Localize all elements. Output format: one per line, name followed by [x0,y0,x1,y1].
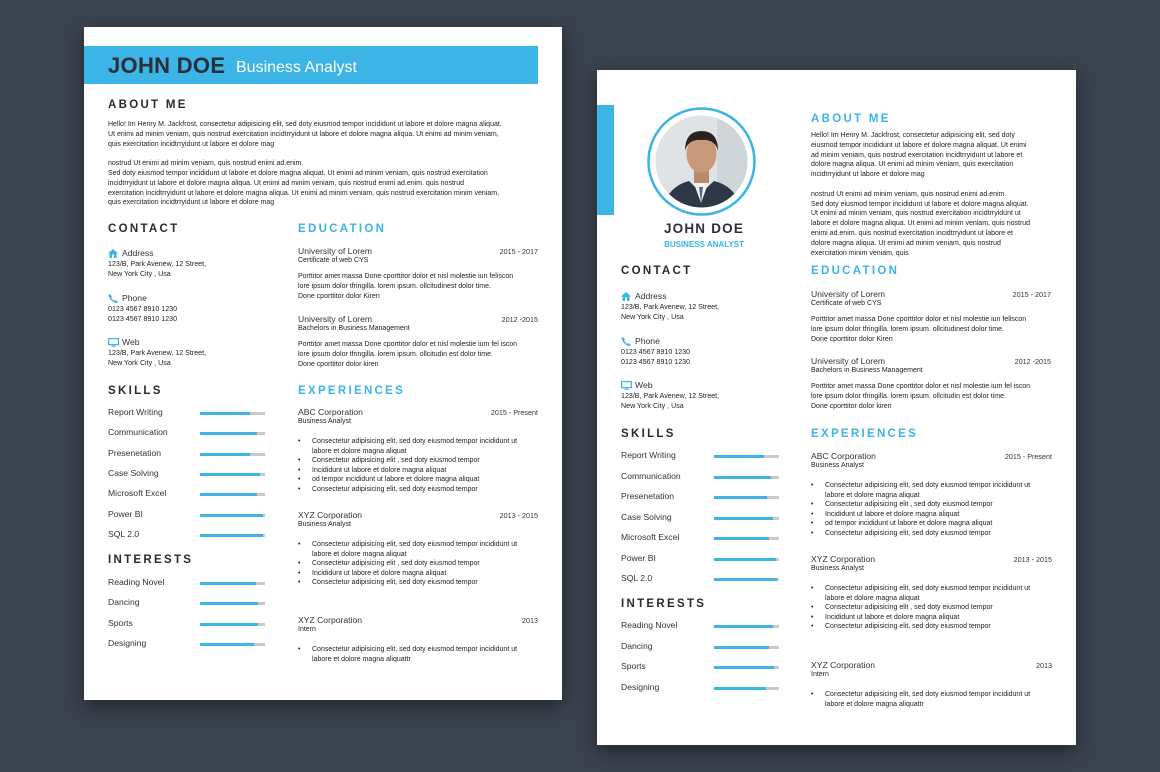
skill-level-fill [714,687,766,690]
skill-row [108,597,265,611]
skill-level-bar [200,643,265,646]
contact-web: Web 123/B, Park Avenew, 12 Street, New York City , Usa [621,380,720,410]
skill-level-bar [714,537,779,540]
skill-level-fill [200,643,254,646]
skill-level-fill [714,625,773,628]
skill-level-fill [200,602,258,605]
job-title: BUSINESS ANALYST [664,240,744,249]
skill-label: Reading Novel [621,620,678,630]
skill-row [108,468,265,482]
about-heading: ABOUT ME [811,113,891,125]
skill-row [108,577,265,591]
profile-photo [647,107,756,216]
skill-row [621,491,779,505]
skill-level-bar [200,473,265,476]
interests-heading: INTERESTS [108,554,194,566]
skill-level-fill [714,455,764,458]
interests-heading: INTERESTS [621,598,707,610]
skill-level-bar [714,496,779,499]
skill-level-fill [200,493,257,496]
skills-heading: SKILLS [108,385,163,397]
skill-level-fill [200,514,263,517]
education-heading: EDUCATION [811,265,900,277]
skill-level-bar [714,646,779,649]
experiences-heading: EXPERIENCES [298,385,406,397]
monitor-icon [621,381,631,390]
skill-label: Designing [108,637,147,648]
skill-level-fill [200,473,260,476]
skill-level-bar [200,582,265,585]
skill-level-fill [714,496,767,499]
skill-label: Presenetation [108,447,162,458]
skill-label: Case Solving [621,511,672,522]
skill-level-bar [714,666,779,669]
skill-row [621,641,779,655]
skill-level-fill [200,412,250,415]
skill-row [621,471,779,485]
skill-row [621,450,779,464]
contact-phone: Phone 0123 4567 8910 1230 0123 4567 8910 1230 [621,336,691,366]
skill-level-bar [714,687,779,690]
skill-label: Case Solving [108,467,159,478]
about-text: Hello! Im Henry M. Jackfrost, consectetur adipisicing elit, sed doty eiusmod tempor incididunt ut labore et dolore magna aliquat. Ut enimi ad minim veniam, quis nostrud exercitation incidtrryidunt ut labore et dolore magna aliqua. Ut enimi ad minim veniam, quis exercitation incidtrryidunt ut labore et dolore mag nostrud Ut enimi ad minim veniam, quis nostrud enimi ad.enim. Sed doty eiusmod tempor incididunt ut labore et dolore magna aliquat. Ut enimi ad minim veniam, quis nostrud exercitation incidtrryidunt ut labore et dolore magna aliqua. Ut enimi ad minim veniam, quis nostrud enimi ad.enim. quis nostrud exercitation incidtrryidunt ut labore et dolore magna aliqua. Ut enimi ad minim veniam, quis nostrud exercitation minim veniam, quis exercitation incidtrryidunt ut labore et dolore mag [108,121,502,207]
skill-level-fill [200,623,258,626]
skill-label: Dancing [108,597,140,608]
skill-level-bar [714,625,779,628]
home-icon [621,292,631,301]
skill-level-fill [714,558,776,561]
skill-label: Communication [108,427,168,438]
skill-level-bar [200,453,265,456]
about-text: Hello! Im Henry M. Jackfrost, consectetur adipisicing elit, sed doty eiusmod tempor incididunt ut labore et dolore magna aliquat. Ut enimi ad minim veniam, quis nostrud exercitation incidtrryidunt ut labore et dolore magna aliqua. Ut enimi ad minim veniam, quis exercitation incidtrryidunt ut labore et dolore mag nostrud Ut enimi ad minim veniam, quis nostrud enimi ad.enim. Sed doty eiusmod tempor incididunt ut labore et dolore magna aliquat. Ut enimi ad minim veniam, quis nostrud exercitation incidtrryidunt ut labore et dolore magna aliqua. Ut enimi ad minim veniam, quis nostrud enimi ad.enim. quis nostrud exercitation incidtrryidunt ut labore et dolore magna aliqua. Ut enimi ad minim veniam, quis nostrud exercitation minim veniam, quis [811,132,1031,257]
monitor-icon [108,338,118,347]
skill-level-fill [714,537,769,540]
skill-row [108,618,265,632]
skill-level-bar [200,534,265,537]
skill-row [108,488,265,502]
contact-address: Address 123/B, Park Avenew, 12 Street, New York City , Usa [108,248,207,278]
skill-row [621,682,779,696]
skill-row [621,620,779,634]
skill-level-bar [200,412,265,415]
skill-row [108,529,265,543]
contact-heading: CONTACT [108,223,180,235]
accent-bar [597,105,614,215]
skill-level-bar [714,455,779,458]
skill-level-fill [200,534,263,537]
skill-label: SQL 2.0 [108,528,140,539]
skill-label: Report Writing [621,450,676,460]
skill-level-fill [200,432,257,435]
skill-level-bar [200,623,265,626]
skill-level-fill [200,582,256,585]
skill-level-bar [200,602,265,605]
skills-heading: SKILLS [621,428,676,440]
about-heading: ABOUT ME [108,99,188,111]
skill-label: Microsoft Excel [621,532,680,542]
phone-icon [621,337,631,346]
skill-row [621,512,779,526]
contact-phone: Phone 0123 4567 8910 1230 0123 4567 8910 1230 [108,293,178,323]
skill-level-fill [714,646,769,649]
skill-label: Reading Novel [108,577,165,587]
education-heading: EDUCATION [298,223,387,235]
skill-row [108,638,265,652]
skill-label: SQL 2.0 [621,573,653,583]
skill-label: Designing [621,681,660,692]
skill-level-bar [200,432,265,435]
contact-address: Address 123/B, Park Avenew, 12 Street, New York City , Usa [621,291,720,321]
skill-label: Communication [621,470,681,481]
name-heading: JOHN DOE [663,221,745,236]
skill-level-bar [200,493,265,496]
resume-page-right: JOHN DOE BUSINESS ANALYST CONTACT Address 123/B, Park Avenew, 12 Street, New York City , Usa Phone 0123 4567 8910 1230 0123 4567 8910 1230 Web 123/B, Park Avenew, 12 Street, New York City , Usa SKILLS Report Writing Communication Presenetation Case Solving Microsoft Excel Power BI SQL 2.0 INTERESTS Reading Novel Dancing Sports Designing ABOUT ME Hello! Im Henry M. Jackfrost, consectetur adipisicing elit, sed doty eiusmod tempor incididunt ut labore et dolore magna aliquat. Ut enimi ad minim veniam, quis nostrud exercitation incidtrryidunt ut labore et dolore magna aliqua. Ut enimi ad minim veniam, quis exercitation incidtrryidunt ut labore et dolore mag nostrud Ut enimi ad minim veniam, quis nostrud enimi ad.enim. Sed doty eiusmod tempor incididunt ut labore et dolore magna aliquat. Ut enimi ad minim veniam, quis nostrud exercitation incidtrryidunt ut labore et dolore magna aliqua. Ut enimi ad minim veniam, quis nostrud enimi ad.enim. quis nostrud exercitation incidtrryidunt ut labore et dolore magna aliqua. Ut enimi ad minim veniam, quis nostrud exercitation minim veniam, quis EDUCATION University of Lorem 2015 - 2017 Certificate of web CYS Porttitor amet massa Done cporttitor dolor et nisl molestie iun feliscon lore ipsum dolor tfringilla. lorem ipsum. ollcitudinest dolor time. Done cporttitor dolor Kiren University of Lorem 2012 -2015 Bachelors in Business Management Porttitor amet massa Done cporttitor dolor et nisl molestie ium fel iscon lore ipsum dolor tfringilla. lorem ipsum. ollcitudin est dolor time. Done cporttitor dolor kiren EXPERIENCES ABC Corporation 2015 - Present Business Analyst • Consectetur adipisicing elit, sed doty eiusmod tempor incididunt ut labore et dolore magna aliquat • Consectetur adipisicing elit , sed doty eiusmod tempor • Incididunt ut labore et dolore magna aliquat • od tempor incididunt ut labore et dolore magna aliquat • Consectetur adipisicing elit, sed doty eiusmod tempor XYZ Corporation 2013 - 2015 Business Analyst • Consectetur adipisicing elit, sed doty eiusmod tempor incididunt ut labore et dolore magna aliquat • Consectetur adipisicing elit , sed doty eiusmod tempor • Incididunt ut labore et dolore magna aliquat • Consectetur adipisicing elit, sed doty eiusmod tempor XYZ Corporation 2013 Intern • Consectetur adipisicing elit, sed doty eiusmod tempor incididunt ut labore et dolore magna aliquattr [597,70,1076,745]
contact-web: Web 123/B, Park Avenew, 12 Street, New York City , Usa [108,337,207,367]
home-icon [108,249,118,258]
skill-row [108,509,265,523]
skill-row [108,427,265,441]
phone-icon [108,294,118,303]
skill-level-bar [714,578,779,581]
name-heading: JOHN DOE [108,53,226,78]
skill-label: Power BI [621,552,656,563]
skill-label: Dancing [621,640,653,651]
skill-label: Report Writing [108,407,163,417]
skill-level-fill [200,453,250,456]
skill-level-bar [200,514,265,517]
skill-label: Sports [621,661,646,671]
skill-level-fill [714,517,773,520]
skill-row [621,661,779,675]
skill-label: Power BI [108,508,143,519]
resume-page-left: JOHN DOE Business Analyst ABOUT ME Hello! Im Henry M. Jackfrost, consectetur adipisicing elit, sed doty eiusmod tempor incididunt ut labore et dolore magna aliquat. Ut enimi ad minim veniam, quis nostrud exercitation incidtrryidunt ut labore et dolore magna aliqua. Ut enimi ad minim veniam, quis exercitation incidtrryidunt ut labore et dolore mag nostrud Ut enimi ad minim veniam, quis nostrud enimi ad.enim. Sed doty eiusmod tempor incididunt ut labore et dolore magna aliquat. Ut enimi ad minim veniam, quis nostrud exercitation incidtrryidunt ut labore et dolore magna aliqua. Ut enimi ad minim veniam, quis nostrud enimi ad.enim. quis nostrud exercitation incidtrryidunt ut labore et dolore magna aliqua. Ut enimi ad minim veniam, quis nostrud exercitation minim veniam, quis exercitation incidtrryidunt ut labore et dolore mag CONTACT Address 123/B, Park Avenew, 12 Street, New York City , Usa Phone 0123 4567 8910 1230 0123 4567 8910 1230 Web 123/B, Park Avenew, 12 Street, New York City , Usa SKILLS Report Writing Communication Presenetation Case Solving Microsoft Excel Power BI SQL 2.0 INTERESTS Reading Novel Dancing Sports Designing EDUCATION University of Lorem 2015 - 2017 Certificate of web CYS Porttitor amet massa Done cporttitor dolor et nisl molestie iun feliscon lore ipsum dolor tfringilla. lorem ipsum. ollcitudinest dolor time. Done cporttitor dolor Kiren University of Lorem 2012 -2015 Bachelors in Business Management Porttitor amet massa Done cporttitor dolor et nisl molestie ium fel iscon lore ipsum dolor tfringilla. lorem ipsum. ollcitudin est dolor time. Done cporttitor dolor kiren EXPERIENCES ABC Corporation 2015 - Present Business Analyst • Consectetur adipisicing elit, sed doty eiusmod tempor incididunt ut labore et dolore magna aliquat • Consectetur adipisicing elit , sed doty eiusmod tempor • Incididunt ut labore et dolore magna aliquat • od tempor incididunt ut labore et dolore magna aliquat • Consectetur adipisicing elit, sed doty eiusmod tempor XYZ Corporation 2013 - 2015 Business Analyst • Consectetur adipisicing elit, sed doty eiusmod tempor incididunt ut labore et dolore magna aliquat • Consectetur adipisicing elit , sed doty eiusmod tempor • Incididunt ut labore et dolore magna aliquat • Consectetur adipisicing elit, sed doty eiusmod tempor XYZ Corporation 2013 Intern • Consectetur adipisicing elit, sed doty eiusmod tempor incididunt ut labore et dolore magna aliquattr [84,27,562,700]
skill-row [108,448,265,462]
job-title: Business Analyst [236,59,357,76]
skill-label: Presenetation [621,491,675,501]
skill-level-fill [714,578,777,581]
skill-level-fill [714,476,771,479]
skill-row [108,407,265,421]
skill-level-bar [714,476,779,479]
skill-row [621,553,779,567]
experiences-heading: EXPERIENCES [811,428,919,440]
contact-heading: CONTACT [621,265,693,277]
skill-row [621,532,779,546]
skill-level-bar [714,517,779,520]
skill-level-bar [714,558,779,561]
skill-label: Sports [108,617,133,628]
skill-level-fill [714,666,774,669]
skill-label: Microsoft Excel [108,488,167,499]
skill-row [621,573,779,587]
